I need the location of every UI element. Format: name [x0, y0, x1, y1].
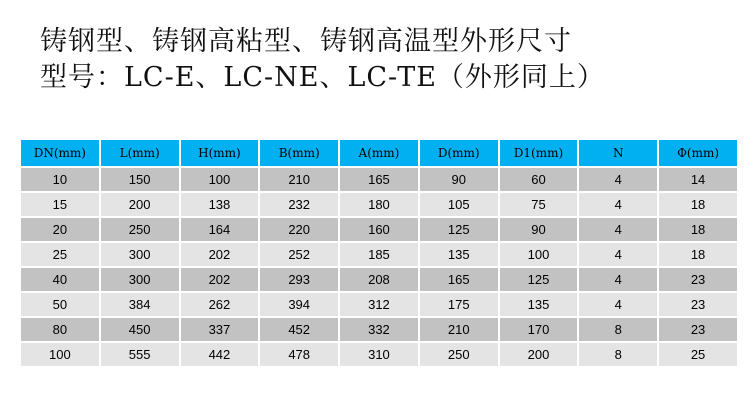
column-header: B(mm) — [259, 139, 339, 167]
table-cell: 18 — [658, 192, 738, 217]
table-cell: 210 — [259, 167, 339, 192]
table-cell: 135 — [499, 292, 579, 317]
table-row — [20, 292, 738, 317]
table-cell: 160 — [339, 217, 419, 242]
table-cell: 300 — [100, 267, 180, 292]
table-cell: 200 — [499, 342, 579, 367]
table-cell: 100 — [499, 242, 579, 267]
table-cell: 15 — [20, 192, 100, 217]
table-cell: 25 — [658, 342, 738, 367]
table-cell: 555 — [100, 342, 180, 367]
table-cell: 8 — [578, 342, 658, 367]
column-header: N — [578, 139, 658, 167]
table-cell: 4 — [578, 217, 658, 242]
table-header-row — [20, 139, 738, 167]
table-cell: 18 — [658, 217, 738, 242]
table-cell: 125 — [419, 217, 499, 242]
page-title — [40, 24, 605, 96]
table-cell: 100 — [20, 342, 100, 367]
table-cell: 4 — [578, 242, 658, 267]
table-cell: 250 — [419, 342, 499, 367]
table-row — [20, 242, 738, 267]
table-cell: 310 — [339, 342, 419, 367]
table-cell: 175 — [419, 292, 499, 317]
table-cell: 250 — [100, 217, 180, 242]
table-cell: 90 — [419, 167, 499, 192]
table-cell: 105 — [419, 192, 499, 217]
dimensions-table — [19, 138, 739, 368]
table-cell: 20 — [20, 217, 100, 242]
table-cell: 442 — [180, 342, 260, 367]
column-header: DN(mm) — [20, 139, 100, 167]
table-cell: 293 — [259, 267, 339, 292]
column-header: L(mm) — [100, 139, 180, 167]
table-cell: 312 — [339, 292, 419, 317]
table-cell: 23 — [658, 267, 738, 292]
table-cell: 164 — [180, 217, 260, 242]
table-cell: 40 — [20, 267, 100, 292]
table-row — [20, 267, 738, 292]
table-cell: 165 — [339, 167, 419, 192]
table-cell: 125 — [499, 267, 579, 292]
table-cell: 18 — [658, 242, 738, 267]
table-row — [20, 192, 738, 217]
table-cell: 232 — [259, 192, 339, 217]
table-cell: 332 — [339, 317, 419, 342]
column-header: D(mm) — [419, 139, 499, 167]
table-cell: 10 — [20, 167, 100, 192]
table-cell: 60 — [499, 167, 579, 192]
table-cell: 450 — [100, 317, 180, 342]
title-line-1: 铸钢型、铸钢高粘型、铸钢高温型外形尺寸 — [40, 26, 572, 57]
table-cell: 478 — [259, 342, 339, 367]
table-cell: 180 — [339, 192, 419, 217]
table-cell: 80 — [20, 317, 100, 342]
table-cell: 90 — [499, 217, 579, 242]
table-row — [20, 317, 738, 342]
table-cell: 210 — [419, 317, 499, 342]
table-cell: 452 — [259, 317, 339, 342]
table-cell: 138 — [180, 192, 260, 217]
table-cell: 300 — [100, 242, 180, 267]
column-header: D1(mm) — [499, 139, 579, 167]
table-cell: 23 — [658, 317, 738, 342]
table-cell: 75 — [499, 192, 579, 217]
table-cell: 14 — [658, 167, 738, 192]
table-cell: 337 — [180, 317, 260, 342]
table-cell: 252 — [259, 242, 339, 267]
table-cell: 384 — [100, 292, 180, 317]
table-cell: 150 — [100, 167, 180, 192]
table-row — [20, 342, 738, 367]
table-cell: 394 — [259, 292, 339, 317]
table-cell: 200 — [100, 192, 180, 217]
table-cell: 25 — [20, 242, 100, 267]
table-body — [20, 167, 738, 367]
table-cell: 23 — [658, 292, 738, 317]
column-header: H(mm) — [180, 139, 260, 167]
table-cell: 165 — [419, 267, 499, 292]
table-cell: 262 — [180, 292, 260, 317]
table-cell: 8 — [578, 317, 658, 342]
table-cell: 4 — [578, 192, 658, 217]
table-cell: 220 — [259, 217, 339, 242]
table-cell: 50 — [20, 292, 100, 317]
table-cell: 135 — [419, 242, 499, 267]
table-cell: 202 — [180, 242, 260, 267]
table-cell: 100 — [180, 167, 260, 192]
title-line-2: 型号：LC-E、LC-NE、LC-TE（外形同上） — [40, 62, 605, 93]
table-cell: 202 — [180, 267, 260, 292]
column-header: Φ(mm) — [658, 139, 738, 167]
table-row — [20, 217, 738, 242]
table-cell: 185 — [339, 242, 419, 267]
table-cell: 170 — [499, 317, 579, 342]
table-cell: 4 — [578, 267, 658, 292]
table-row — [20, 167, 738, 192]
table-cell: 4 — [578, 167, 658, 192]
table-cell: 208 — [339, 267, 419, 292]
column-header: A(mm) — [339, 139, 419, 167]
table-cell: 4 — [578, 292, 658, 317]
